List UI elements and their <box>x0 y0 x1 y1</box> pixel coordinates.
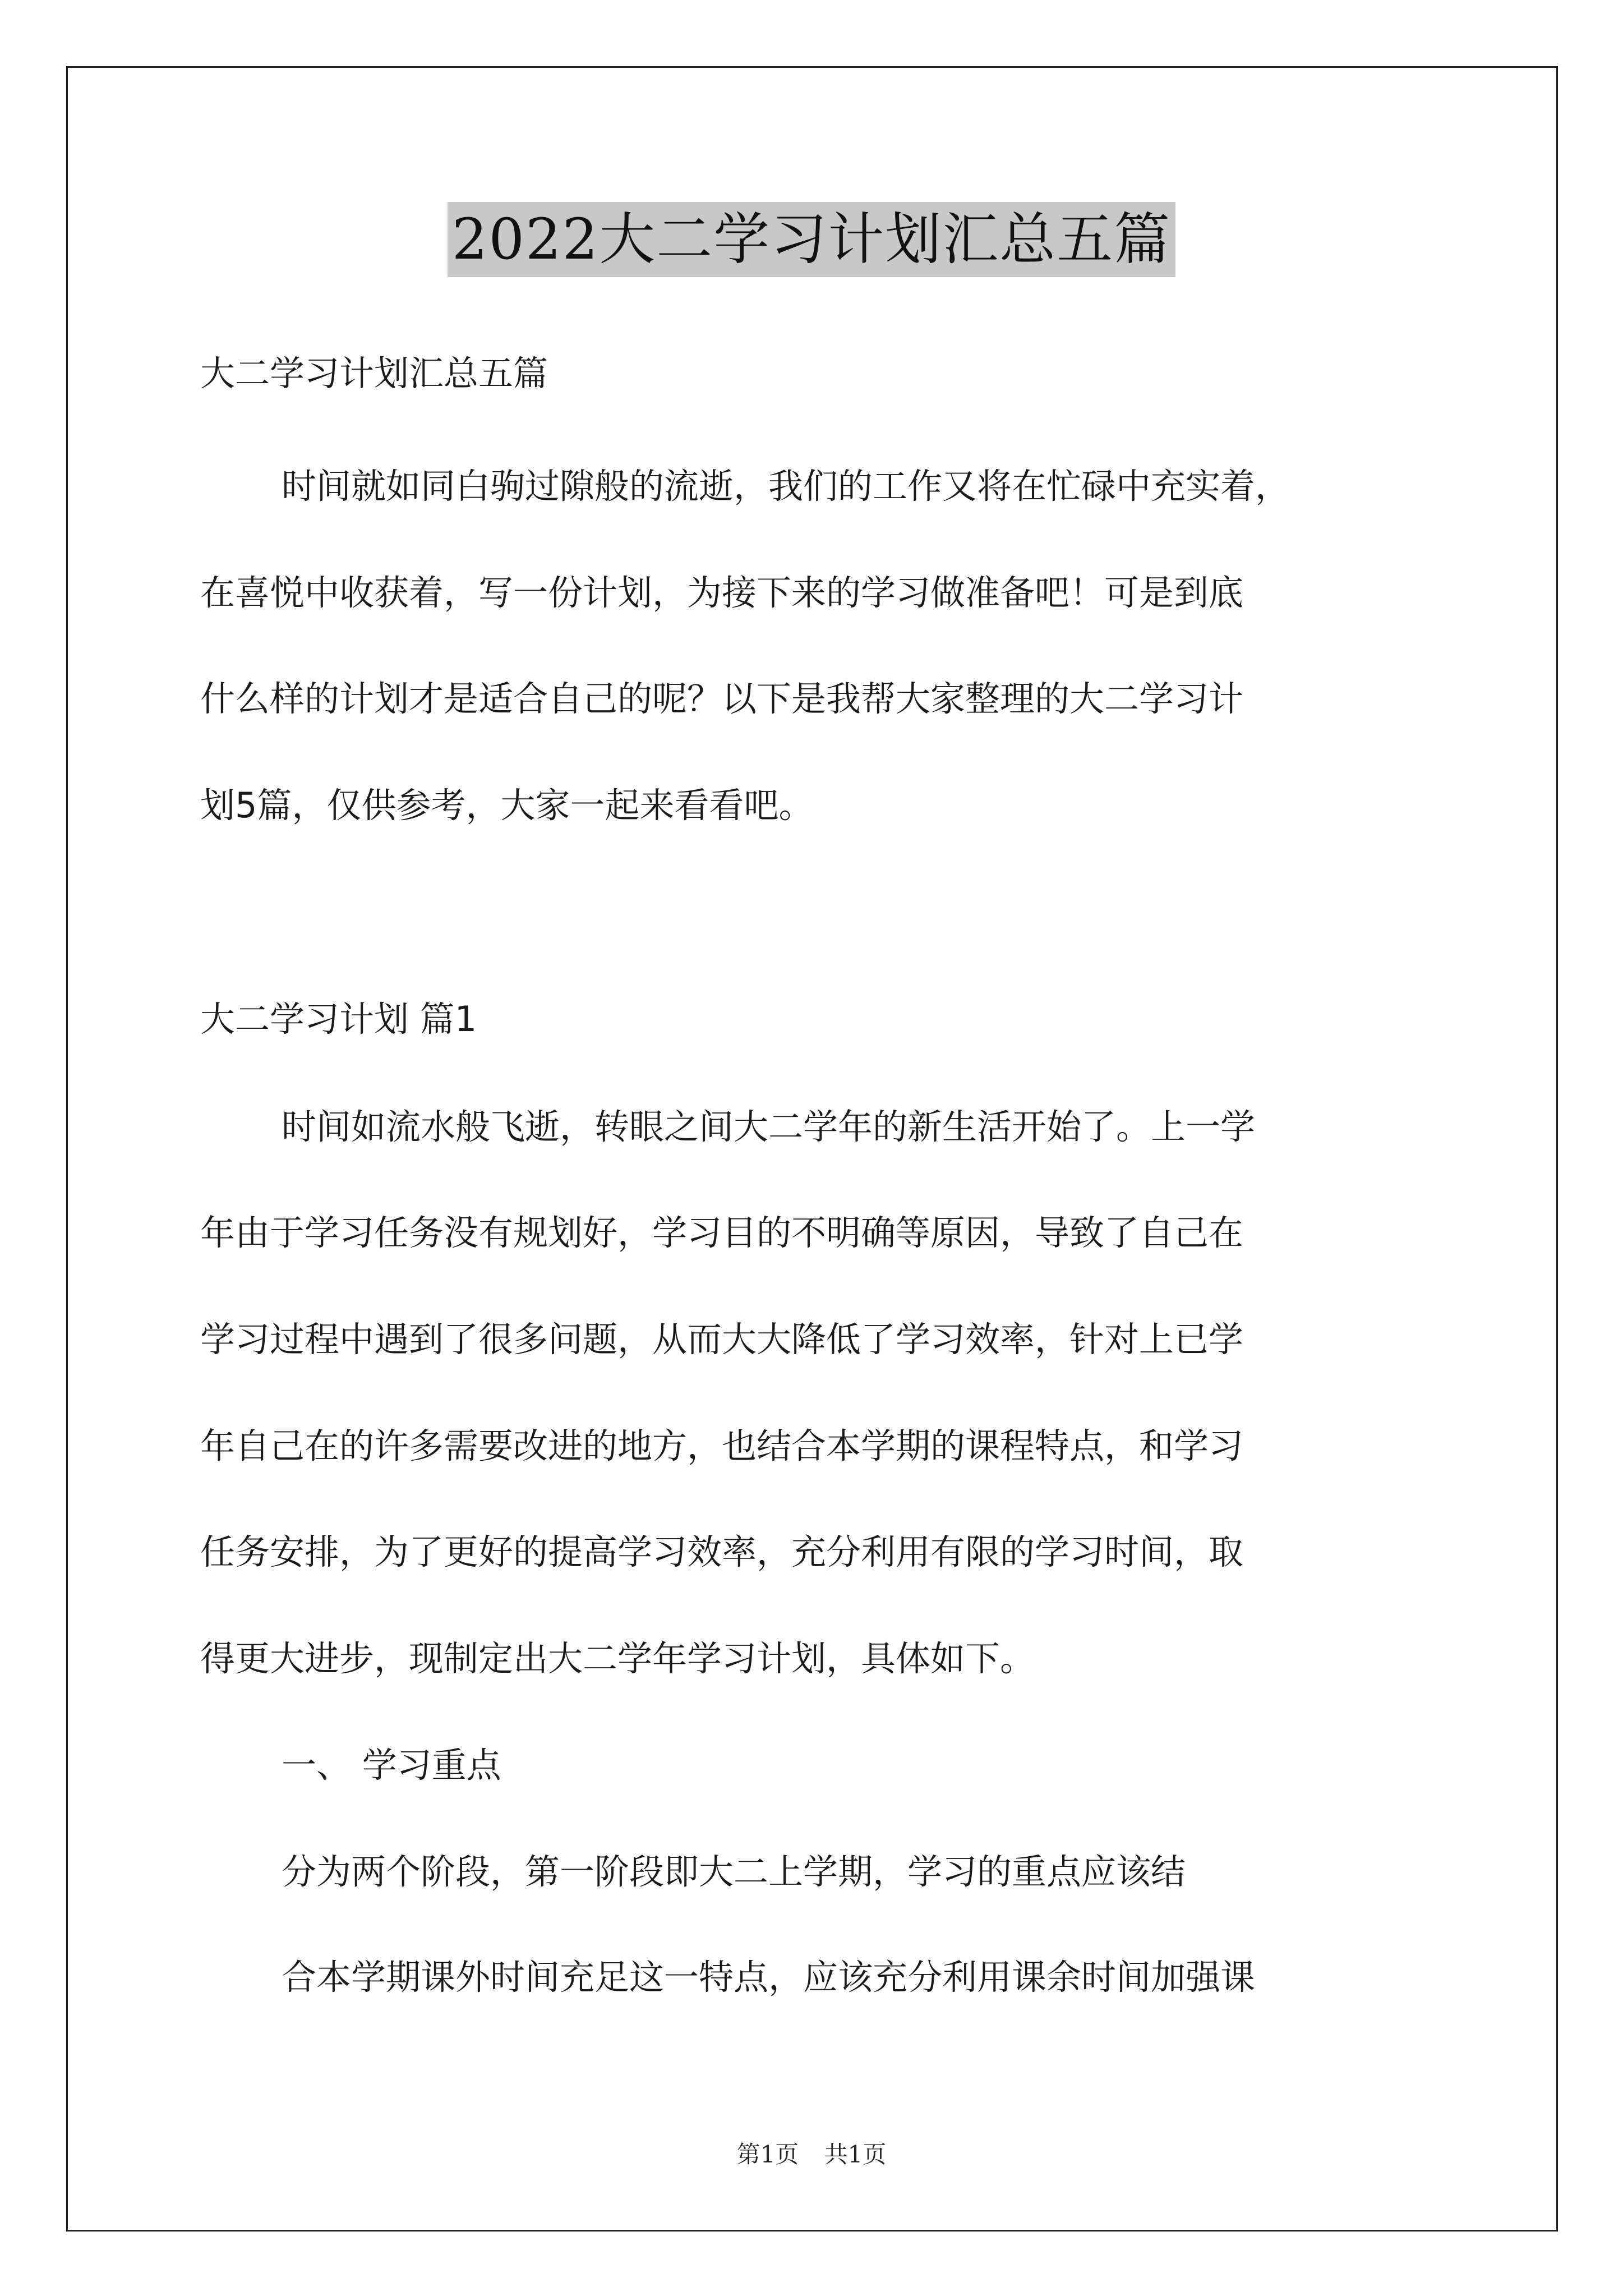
page-footer <box>0 2136 1623 2170</box>
page-number-current: 第1页 <box>736 2141 799 2168</box>
subsection-heading: 一、 学习重点 <box>282 1745 501 1786</box>
paragraph-line: 任务安排，为了更好的提高学习效率，充分利用有限的学习时间，取 <box>200 1531 1244 1572</box>
paragraph-line: 分为两个阶段，第一阶段即大二上学期，学习的重点应该结 <box>282 1851 1186 1892</box>
paragraph-line: 学习过程中遇到了很多问题，从而大大降低了学习效率，针对上已学 <box>200 1319 1244 1360</box>
paragraph-line: 年自己在的许多需要改进的地方，也结合本学期的课程特点，和学习 <box>200 1425 1244 1466</box>
section-heading: 大二学习计划 篇1 <box>200 999 477 1039</box>
paragraph-line: 年由于学习任务没有规划好，学习目的不明确等原因，导致了自己在 <box>200 1212 1244 1253</box>
paragraph-line: 时间如流水般飞逝，转眼之间大二学年的新生活开始了。上一学 <box>282 1106 1256 1147</box>
title-container <box>0 202 1623 277</box>
document-title: 2022大二学习计划汇总五篇 <box>448 202 1176 277</box>
paragraph-line: 什么样的计划才是适合自己的呢？以下是我帮大家整理的大二学习计 <box>200 678 1244 719</box>
paragraph-line: 划5篇，仅供参考，大家一起来看看吧。 <box>200 785 814 826</box>
paragraph-line: 得更大进步，现制定出大二学年学习计划，具体如下。 <box>200 1638 1035 1679</box>
paragraph-line: 时间就如同白驹过隙般的流逝，我们的工作又将在忙碌中充实着， <box>282 466 1290 507</box>
subtitle-line: 大二学习计划汇总五篇 <box>200 353 548 394</box>
paragraph-line: 合本学期课外时间充足这一特点，应该充分利用课余时间加强课 <box>282 1957 1256 1998</box>
page-number-total: 共1页 <box>824 2141 887 2168</box>
paragraph-line: 在喜悦中收获着，写一份计划，为接下来的学习做准备吧！可是到底 <box>200 572 1244 613</box>
